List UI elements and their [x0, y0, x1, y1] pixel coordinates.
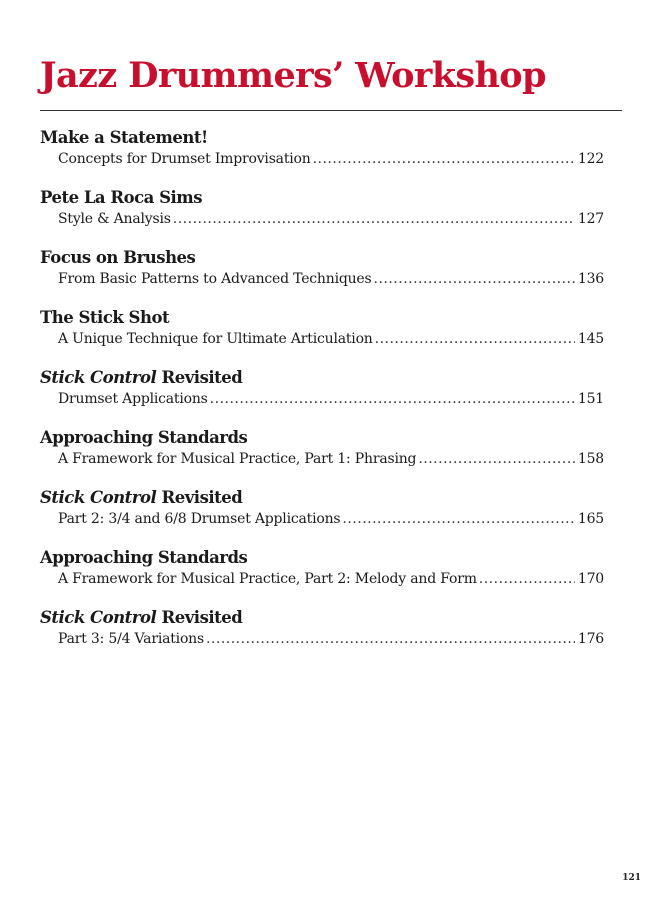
entry-title: [40, 187, 604, 209]
entry-title-italic: Stick Control: [40, 608, 157, 627]
entry-title-text: Focus on Brushes: [40, 248, 196, 267]
dot-leader: [173, 209, 575, 229]
dot-leader: [313, 149, 575, 169]
toc-entry[interactable]: [40, 367, 604, 427]
entry-line: [58, 209, 604, 229]
entry-page-number: 170: [577, 571, 604, 587]
toc-entry[interactable]: [40, 247, 604, 307]
entry-title-text: Revisited: [156, 608, 243, 627]
entry-page-number: 158: [577, 451, 604, 467]
toc-entry[interactable]: [40, 187, 604, 247]
toc-entry[interactable]: [40, 487, 604, 547]
entry-subtitle: A Framework for Musical Practice, Part 2: Melody and Form: [58, 571, 477, 587]
entry-subtitle: Part 3: 5/4 Variations: [58, 631, 204, 647]
entry-title: [40, 427, 604, 449]
table-of-contents: [40, 127, 604, 667]
entry-page-number: 176: [577, 631, 604, 647]
toc-entry[interactable]: [40, 307, 604, 367]
dot-leader: [206, 629, 575, 649]
toc-entry[interactable]: [40, 547, 604, 607]
entry-line: [58, 329, 604, 349]
entry-page-number: 127: [577, 211, 604, 227]
entry-title: [40, 127, 604, 149]
entry-title: [40, 607, 604, 629]
dot-leader: [342, 509, 574, 529]
entry-page-number: 136: [577, 271, 604, 287]
entry-line: [58, 269, 604, 289]
entry-title-text: Approaching Standards: [40, 428, 248, 447]
entry-title-italic: Stick Control: [40, 368, 157, 387]
entry-title: [40, 307, 604, 329]
dot-leader: [479, 569, 575, 589]
entry-line: [58, 569, 604, 589]
dot-leader: [374, 269, 575, 289]
entry-subtitle: Style & Analysis: [58, 211, 171, 227]
entry-subtitle: A Framework for Musical Practice, Part 1: Phrasing: [58, 451, 417, 467]
entry-page-number: 151: [577, 391, 604, 407]
dot-leader: [418, 449, 575, 469]
entry-subtitle: Drumset Applications: [58, 391, 208, 407]
dot-leader: [210, 389, 575, 409]
toc-entry[interactable]: [40, 607, 604, 667]
page-number: 121: [622, 873, 641, 883]
entry-page-number: 165: [577, 511, 604, 527]
page-title: Jazz Drummers’ Workshop: [40, 55, 546, 96]
entry-subtitle: From Basic Patterns to Advanced Techniques: [58, 271, 372, 287]
entry-page-number: 145: [577, 331, 604, 347]
entry-title: [40, 247, 604, 269]
entry-line: [58, 389, 604, 409]
title-divider: [40, 110, 622, 111]
toc-entry[interactable]: [40, 127, 604, 187]
entry-title-text: Pete La Roca Sims: [40, 188, 202, 207]
entry-subtitle: A Unique Technique for Ultimate Articulation: [58, 331, 373, 347]
entry-line: [58, 149, 604, 169]
dot-leader: [375, 329, 575, 349]
entry-page-number: 122: [577, 151, 604, 167]
entry-title: [40, 547, 604, 569]
entry-line: [58, 629, 604, 649]
entry-title: [40, 487, 604, 509]
entry-line: [58, 509, 604, 529]
entry-title-text: Revisited: [156, 488, 243, 507]
entry-title: [40, 367, 604, 389]
entry-subtitle: Part 2: 3/4 and 6/8 Drumset Applications: [58, 511, 341, 527]
toc-entry[interactable]: [40, 427, 604, 487]
entry-title-text: The Stick Shot: [40, 308, 170, 327]
entry-subtitle: Concepts for Drumset Improvisation: [58, 151, 311, 167]
entry-title-text: Make a Statement!: [40, 128, 208, 147]
entry-title-text: Approaching Standards: [40, 548, 248, 567]
entry-title-italic: Stick Control: [40, 488, 157, 507]
entry-line: [58, 449, 604, 469]
entry-title-text: Revisited: [156, 368, 243, 387]
